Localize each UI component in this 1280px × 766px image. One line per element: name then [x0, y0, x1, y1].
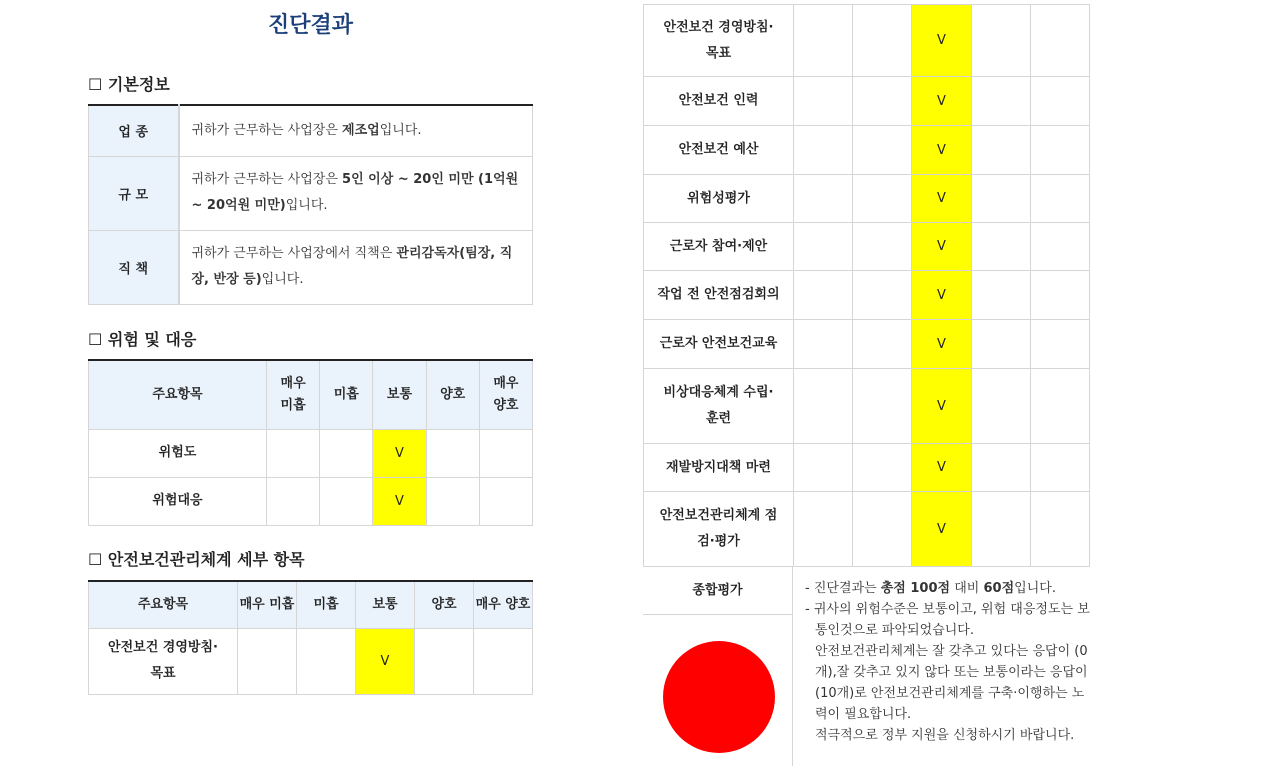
check-mark: V — [373, 429, 426, 477]
basic-info-table — [88, 104, 533, 305]
empty-cell — [794, 369, 853, 444]
empty-cell — [971, 271, 1030, 320]
empty-cell — [853, 320, 912, 369]
row-label: 안전보건 경영방침· 목표 — [89, 628, 238, 694]
empty-cell — [971, 175, 1030, 223]
table-row — [89, 105, 533, 156]
table-row — [644, 492, 1090, 567]
page-title: 진단결과 — [267, 13, 353, 38]
empty-cell — [971, 444, 1030, 492]
table-row — [644, 369, 1090, 444]
check-mark: V — [912, 5, 971, 77]
empty-cell — [794, 223, 853, 271]
empty-cell — [794, 271, 853, 320]
empty-cell — [853, 492, 912, 567]
empty-cell — [971, 492, 1030, 567]
summary-line: - 귀사의 위험수준은 보통이고, 위험 대응정도는 보통인것으로 파악되었습니다. — [805, 602, 1090, 638]
row-label: 규 모 — [89, 156, 179, 230]
empty-cell — [794, 492, 853, 567]
total-score: 총점 100점 — [880, 581, 951, 596]
col-header: 양호 — [415, 581, 474, 628]
empty-cell — [1030, 492, 1089, 567]
empty-cell — [794, 126, 853, 175]
summary-line: 적극적으로 정부 지원을 신청하시기 바랍니다. — [815, 728, 1075, 743]
empty-cell — [794, 175, 853, 223]
summary-label: 종합평가 — [643, 566, 792, 615]
empty-cell — [1030, 271, 1089, 320]
row-label: 작업 전 안전점검회의 — [644, 271, 794, 320]
empty-cell — [794, 444, 853, 492]
empty-cell — [1030, 444, 1089, 492]
row-value: 5인 이상 ~ 20인 미만 (1억원 ~ 20억원 미만) — [191, 172, 519, 213]
empty-cell — [853, 271, 912, 320]
row-label: 안전보건 인력 — [644, 77, 794, 126]
empty-cell — [1030, 223, 1089, 271]
check-mark: V — [912, 320, 971, 369]
risk-heading: ☐ 위험 및 대응 — [88, 330, 197, 349]
empty-cell — [794, 320, 853, 369]
table-row — [644, 126, 1090, 175]
col-header: 미흡 — [320, 360, 373, 429]
col-header: 매우 양호 — [479, 360, 532, 429]
col-header: 주요항목 — [89, 581, 238, 628]
empty-cell — [1030, 126, 1089, 175]
check-mark: V — [912, 126, 971, 175]
empty-cell — [794, 5, 853, 77]
row-text: 귀하가 근무하는 사업장은 — [191, 172, 343, 187]
empty-cell — [853, 444, 912, 492]
empty-cell — [971, 77, 1030, 126]
summary-line: 입니다. — [1014, 581, 1056, 596]
empty-cell — [853, 175, 912, 223]
row-label: 직 책 — [89, 230, 179, 304]
empty-cell — [853, 126, 912, 175]
check-mark: V — [373, 477, 426, 525]
row-text: 귀하가 근무하는 사업장에서 직책은 — [191, 246, 397, 261]
row-value: 제조업 — [342, 122, 380, 138]
summary-line: 안전보건관리체계는 잘 갖추고 있다는 응답이 (0개),잘 갖추고 있지 않다 또는 보통이라는 응답이 (10개)로 안전보건관리체계를 구축·이행하는 노력이 필요합니다. — [815, 644, 1088, 722]
empty-cell — [1030, 320, 1089, 369]
empty-cell — [1030, 175, 1089, 223]
col-header: 미흡 — [297, 581, 356, 628]
risk-table — [88, 359, 533, 526]
table-row — [89, 477, 533, 525]
empty-cell — [1030, 5, 1089, 77]
row-value: 관리감독자(팀장, 직장, 반장 등) — [191, 246, 513, 287]
col-header: 주요항목 — [89, 360, 267, 429]
row-text-end: 입니다. — [285, 198, 328, 213]
table-row — [644, 5, 1090, 77]
empty-cell — [853, 77, 912, 126]
header-row — [89, 360, 533, 429]
col-header: 보통 — [356, 581, 415, 628]
table-row — [644, 271, 1090, 320]
col-header: 매우 미흡 — [238, 581, 297, 628]
status-indicator-red — [663, 641, 775, 753]
empty-cell — [853, 5, 912, 77]
header-row — [89, 581, 533, 628]
empty-cell — [1030, 77, 1089, 126]
empty-cell — [853, 223, 912, 271]
row-label: 근로자 안전보건교육 — [644, 320, 794, 369]
check-mark: V — [912, 369, 971, 444]
empty-cell — [1030, 369, 1089, 444]
check-mark: V — [912, 271, 971, 320]
row-label: 위험성평가 — [644, 175, 794, 223]
empty-cell — [971, 320, 1030, 369]
table-row — [644, 77, 1090, 126]
table-row — [89, 429, 533, 477]
summary-text — [805, 578, 1090, 746]
empty-cell — [794, 77, 853, 126]
basic-info-heading: ☐ 기본정보 — [88, 75, 170, 94]
table-row — [644, 175, 1090, 223]
summary-line: 대비 — [950, 581, 984, 596]
row-label: 재발방지대책 마련 — [644, 444, 794, 492]
detail-heading: ☐ 안전보건관리체계 세부 항목 — [88, 550, 305, 569]
col-header: 보통 — [373, 360, 426, 429]
row-text-end: 입니다. — [379, 122, 422, 138]
check-mark: V — [912, 223, 971, 271]
check-mark: V — [912, 175, 971, 223]
row-text-end: 입니다. — [261, 272, 304, 287]
table-row — [644, 223, 1090, 271]
row-label: 비상대응체계 수립· 훈련 — [644, 369, 794, 444]
table-row — [644, 444, 1090, 492]
row-label: 위험도 — [89, 429, 267, 477]
empty-cell — [971, 223, 1030, 271]
row-label: 근로자 참여·제안 — [644, 223, 794, 271]
summary-line: - 진단결과는 — [805, 581, 881, 596]
col-header: 양호 — [426, 360, 479, 429]
check-mark: V — [912, 444, 971, 492]
check-mark: V — [912, 77, 971, 126]
check-mark: V — [356, 628, 415, 694]
col-header: 매우 양호 — [474, 581, 533, 628]
detail-table — [88, 580, 533, 695]
table-row — [89, 156, 533, 230]
detail-table-continued — [643, 4, 1090, 567]
row-text: 귀하가 근무하는 사업장은 — [191, 122, 343, 138]
row-label: 위험대응 — [89, 477, 267, 525]
empty-cell — [971, 126, 1030, 175]
row-label: 안전보건 경영방침· 목표 — [644, 5, 794, 77]
table-row — [644, 320, 1090, 369]
empty-cell — [971, 369, 1030, 444]
score: 60점 — [983, 581, 1015, 596]
row-label: 안전보건관리체계 점 검·평가 — [644, 492, 794, 567]
row-label: 업 종 — [89, 105, 179, 156]
empty-cell — [971, 5, 1030, 77]
check-mark: V — [912, 492, 971, 567]
summary-left — [643, 566, 793, 766]
empty-cell — [853, 369, 912, 444]
table-row — [89, 628, 533, 694]
row-label: 안전보건 예산 — [644, 126, 794, 175]
col-header: 매우 미흡 — [267, 360, 320, 429]
table-row — [89, 230, 533, 304]
